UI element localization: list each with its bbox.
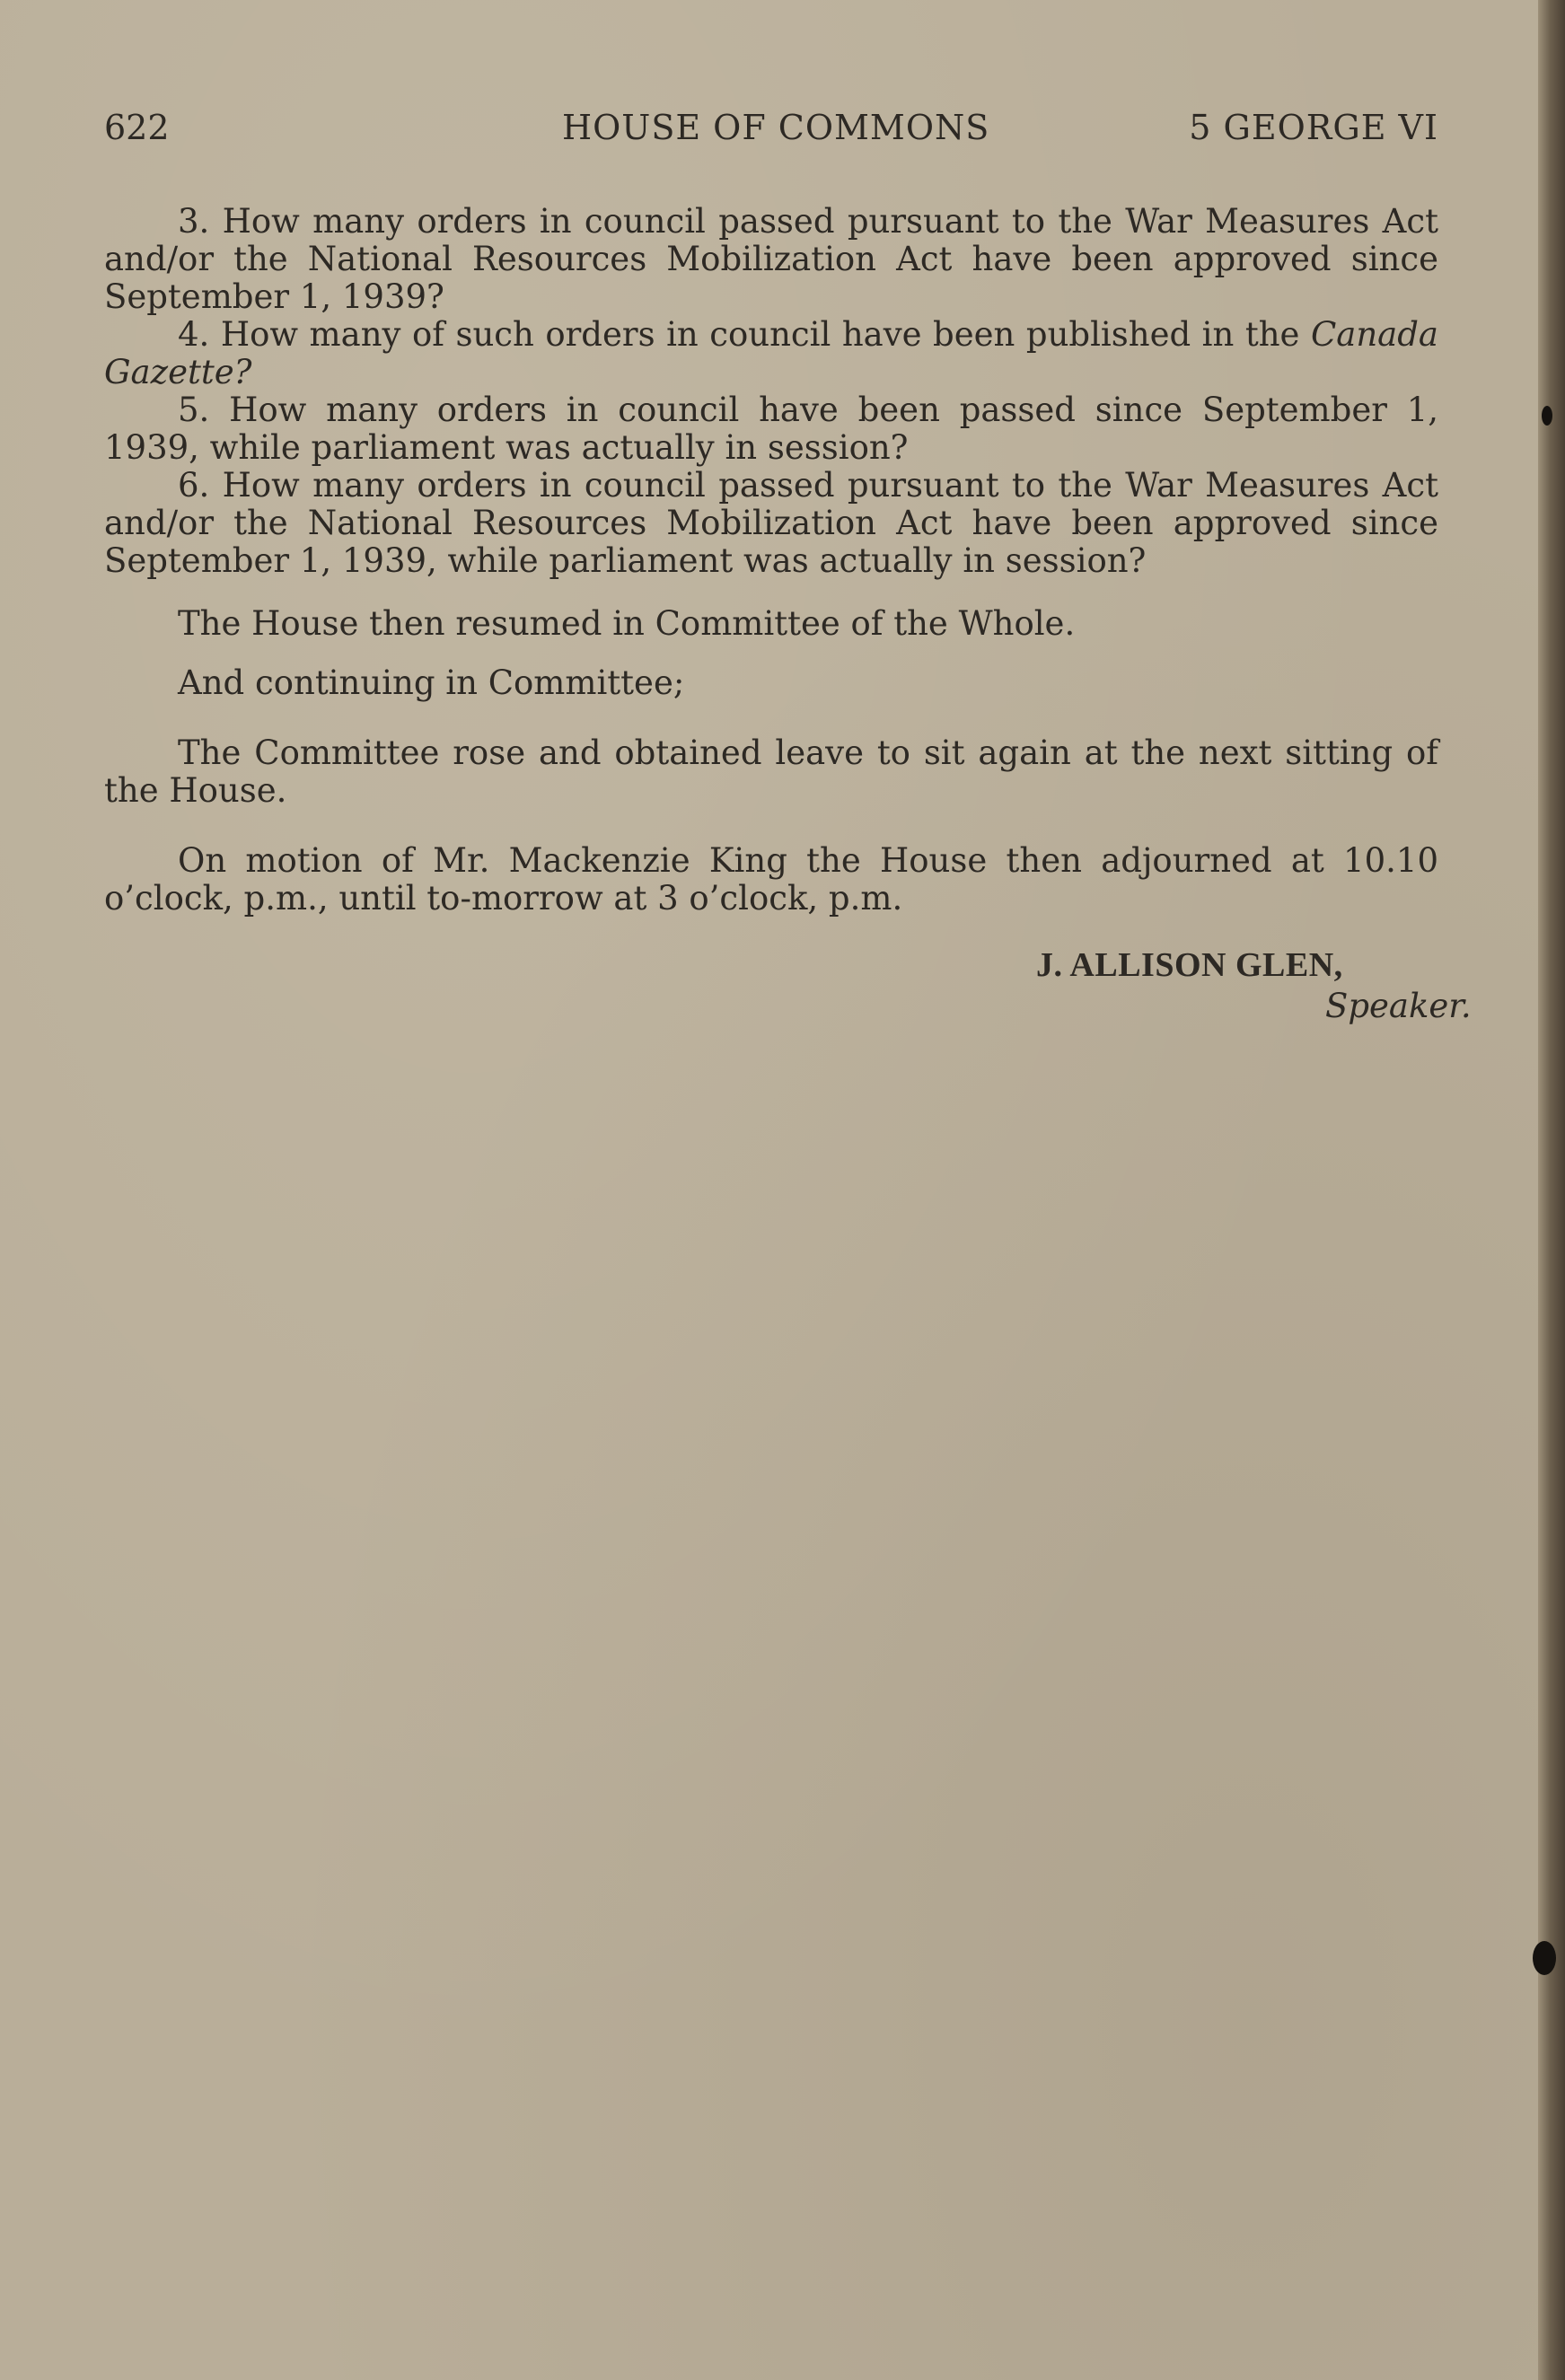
question-6: 6. How many orders in council passed pursuant to the War Measures Act and/or the National Resources Mobilization Act have been approved since September 1, 1939, while parliament was actually in session?: [104, 466, 1438, 580]
binding-hole: [1542, 406, 1552, 426]
header-session: 5 GEORGE VI: [1189, 108, 1438, 147]
binding-hole: [1533, 1941, 1556, 1975]
resumed-paragraph: The House then resumed in Committee of the Whole.: [178, 604, 1076, 643]
question-4: [104, 316, 1438, 391]
running-header: [104, 106, 1438, 149]
signature-block: [928, 944, 1472, 1027]
continuing-paragraph: And continuing in Committee;: [178, 663, 685, 702]
committee-rose-paragraph: The Committee rose and obtained leave to sit again at the next sitting of the House.: [104, 733, 1438, 810]
page-binding-edge: [1538, 0, 1565, 2380]
page-number: 622: [104, 108, 170, 147]
header-title: HOUSE OF COMMONS: [562, 108, 990, 147]
speaker-title: Speaker.: [1325, 987, 1472, 1025]
question-3: 3. How many orders in council passed pursuant to the War Measures Act and/or the National Resources Mobilization Act have been approved since September 1, 1939?: [104, 202, 1438, 316]
canada-gazette-title: Canada Gazette?: [104, 315, 1438, 391]
adjournment-paragraph: On motion of Mr. Mackenzie King the House then adjourned at 10.10 o’clock, p.m., until to-morrow at 3 o’clock, p.m.: [104, 841, 1438, 918]
journal-body: [104, 202, 1472, 1027]
speaker-name: J. ALLISON GLEN,: [1036, 946, 1343, 984]
question-4-text: 4. How many of such orders in council have been published in the: [178, 315, 1311, 354]
question-5: 5. How many orders in council have been passed since September 1, 1939, while parliament was actually in session?: [104, 391, 1438, 467]
